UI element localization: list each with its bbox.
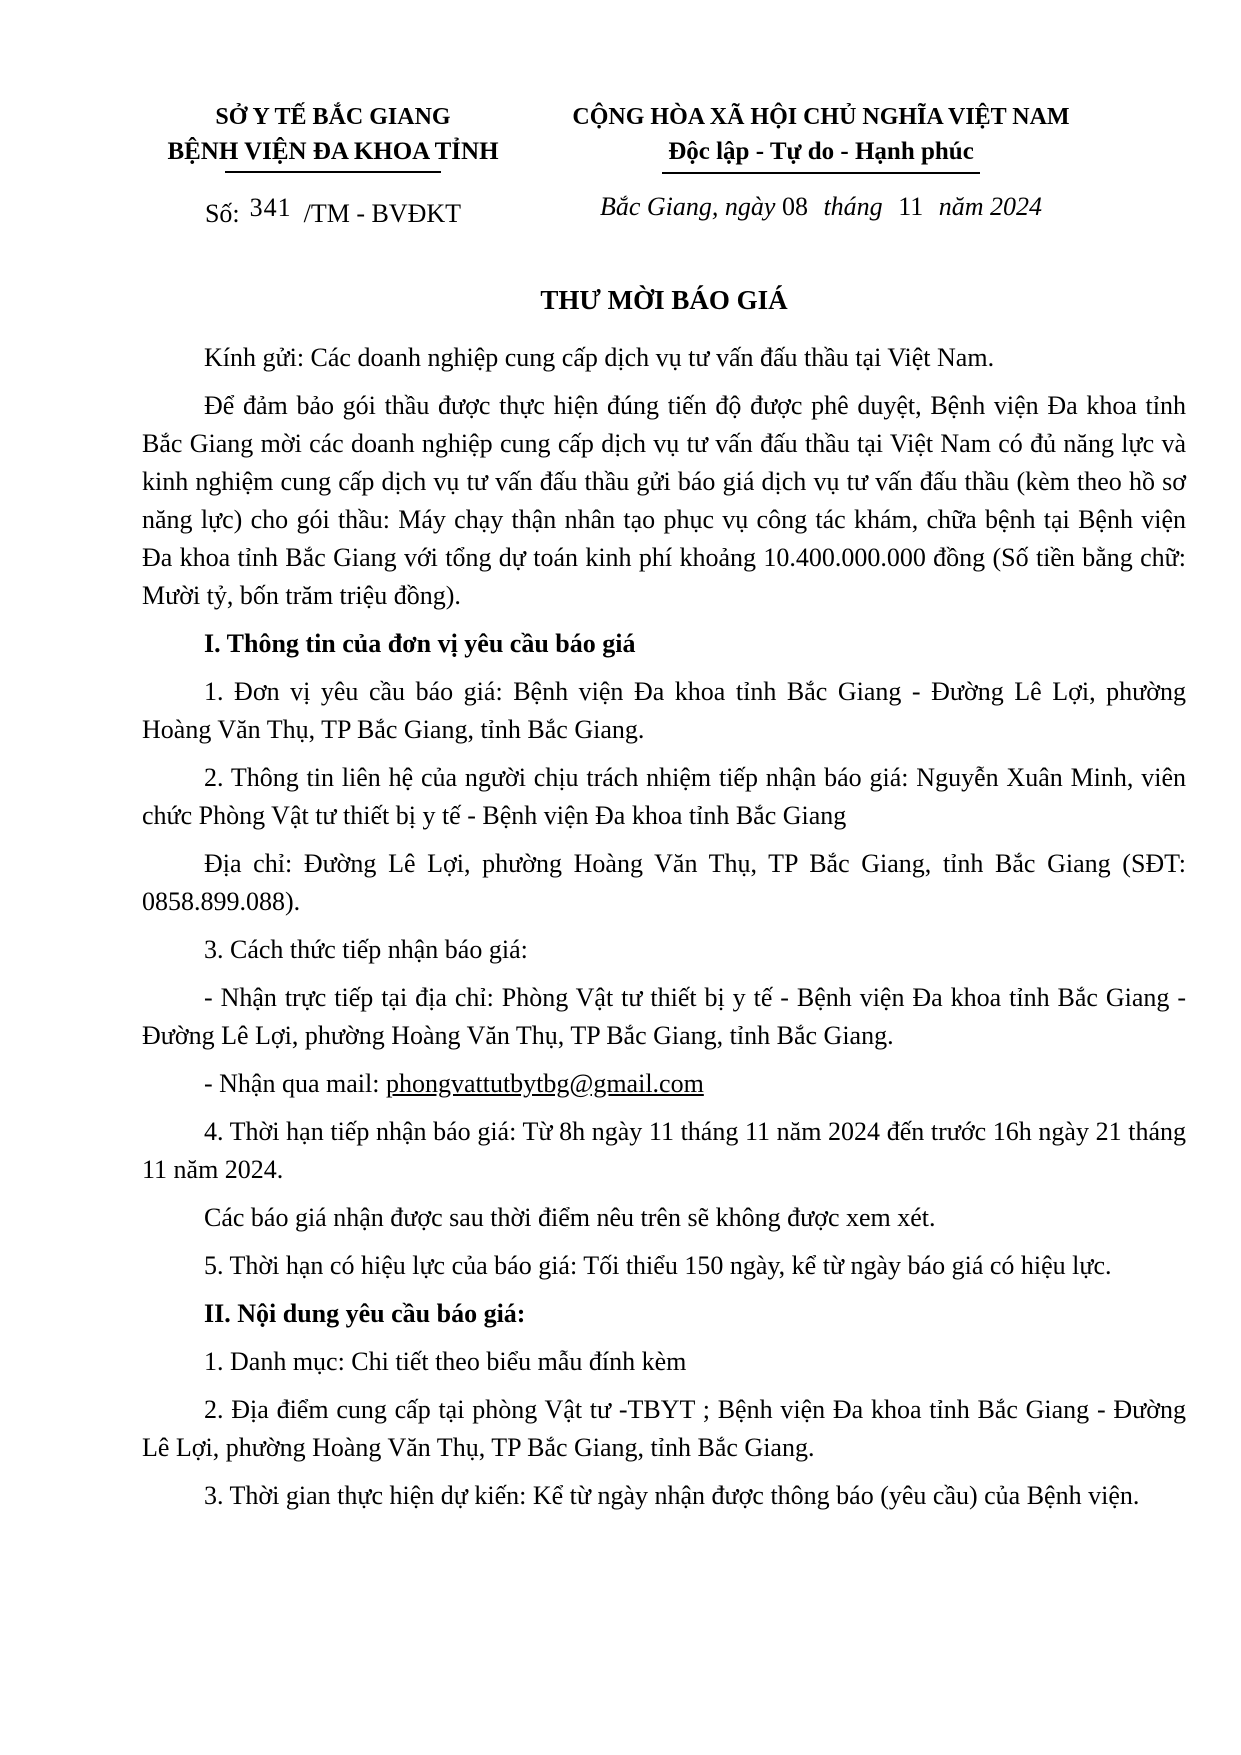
- section-i-heading: I. Thông tin của đơn vị yêu cầu báo giá: [204, 629, 636, 658]
- method-mail-line: [142, 1065, 1186, 1103]
- date-line: [541, 188, 1101, 226]
- date-year-label: năm: [938, 192, 984, 221]
- item-i-1-requesting-unit: 1. Đơn vị yêu cầu báo giá: Bệnh viện Đa khoa tỉnh Bắc Giang - Đường Lê Lợi, phường Hoàng Văn Thụ, TP Bắc Giang, tỉnh Bắc Giang.: [142, 677, 1186, 744]
- document-number-suffix: /TM - BVĐKT: [303, 199, 462, 228]
- method-mail-label: - Nhận qua mail:: [204, 1069, 386, 1098]
- email-link[interactable]: phongvattutbytbg@gmail.com: [385, 1069, 704, 1098]
- salutation-line: Kính gửi: Các doanh nghiệp cung cấp dịch vụ tư vấn đấu thầu tại Việt Nam.: [204, 343, 995, 372]
- contact-address-line: Địa chỉ: Đường Lê Lợi, phường Hoàng Văn Thụ, TP Bắc Giang, tỉnh Bắc Giang (SĐT: 0858.899.088).: [142, 849, 1186, 916]
- section-ii-heading: II. Nội dung yêu cầu báo giá:: [204, 1299, 526, 1328]
- national-title: CỘNG HÒA XÃ HỘI CHỦ NGHĨA VIỆT NAM: [572, 104, 1070, 130]
- document-number-label: Số:: [204, 199, 240, 228]
- intro-paragraph: Để đảm bảo gói thầu được thực hiện đúng tiến độ được phê duyệt, Bệnh viện Đa khoa tỉnh Bắc Giang mời các doanh nghiệp cung cấp dịch vụ tư vấn đấu thầu tại Việt Nam có đủ năng lực và kinh nghiệm cung cấp dịch vụ tư vấn đấu thầu gửi báo giá dịch vụ tư vấn đấu thầu (kèm theo hồ sơ năng lực) cho gói thầu: Máy chạy thận nhân tạo phục vụ công tác khám, chữa bệnh tại Bệnh viện Đa khoa tỉnh Bắc Giang với tổng dự toán kinh phí khoảng 10.400.000.000 đồng (Số tiền bằng chữ: Mười tỷ, bốn trăm triệu đồng).: [142, 391, 1186, 610]
- late-quotes-note: Các báo giá nhận được sau thời điểm nêu trên sẽ không được xem xét.: [204, 1203, 936, 1232]
- document-number-value: 341: [249, 193, 292, 222]
- item-i-2-contact-person: 2. Thông tin liên hệ của người chịu trách nhiệm tiếp nhận báo giá: Nguyễn Xuân Minh, viên chức Phòng Vật tư thiết bị y tế - Bệnh viện Đa khoa tỉnh Bắc Giang: [142, 763, 1186, 830]
- item-ii-2-location: 2. Địa điểm cung cấp tại phòng Vật tư -TBYT ; Bệnh viện Đa khoa tỉnh Bắc Giang - Đường Lê Lợi, phường Hoàng Văn Thụ, TP Bắc Giang, tỉnh Bắc Giang.: [142, 1395, 1186, 1462]
- national-header-block: [541, 100, 1101, 233]
- issuer-department: SỞ Y TẾ BẮC GIANG: [215, 104, 451, 130]
- item-ii-3-schedule: 3. Thời gian thực hiện dự kiến: Kể từ ngày nhận được thông báo (yêu cầu) của Bệnh viện.: [204, 1481, 1140, 1510]
- date-month: 11: [898, 192, 924, 221]
- issuer-block: [128, 100, 538, 233]
- item-i-4-deadline: 4. Thời hạn tiếp nhận báo giá: Từ 8h ngày 11 tháng 11 năm 2024 đến trước 16h ngày 21 tháng 11 năm 2024.: [142, 1117, 1186, 1184]
- national-motto-text: Độc lập - Tự do - Hạnh phúc: [662, 134, 980, 174]
- date-day: 08: [781, 192, 808, 221]
- document-number-line: [128, 189, 538, 233]
- date-month-label: tháng: [823, 192, 883, 221]
- method-direct-line: - Nhận trực tiếp tại địa chỉ: Phòng Vật tư thiết bị y tế - Bệnh viện Đa khoa tỉnh Bắc Giang - Đường Lê Lợi, phường Hoàng Văn Thụ, TP Bắc Giang, tỉnh Bắc Giang.: [142, 983, 1186, 1050]
- document-body: [142, 339, 1186, 1515]
- issuer-underline: [225, 171, 441, 173]
- item-i-3-receiving-method: 3. Cách thức tiếp nhận báo giá:: [204, 935, 528, 964]
- document-title: THƯ MỜI BÁO GIÁ: [540, 285, 788, 315]
- document-header: [0, 0, 1241, 233]
- item-ii-1-list: 1. Danh mục: Chi tiết theo biểu mẫu đính kèm: [204, 1347, 687, 1376]
- issuer-organization: BỆNH VIỆN ĐA KHOA TỈNH: [167, 138, 499, 165]
- national-motto: [541, 134, 1101, 174]
- date-year: 2024: [990, 192, 1043, 221]
- date-place: Bắc Giang, ngày: [599, 192, 776, 221]
- item-i-5-validity: 5. Thời hạn có hiệu lực của báo giá: Tối thiểu 150 ngày, kể từ ngày báo giá có hiệu lực.: [204, 1251, 1112, 1280]
